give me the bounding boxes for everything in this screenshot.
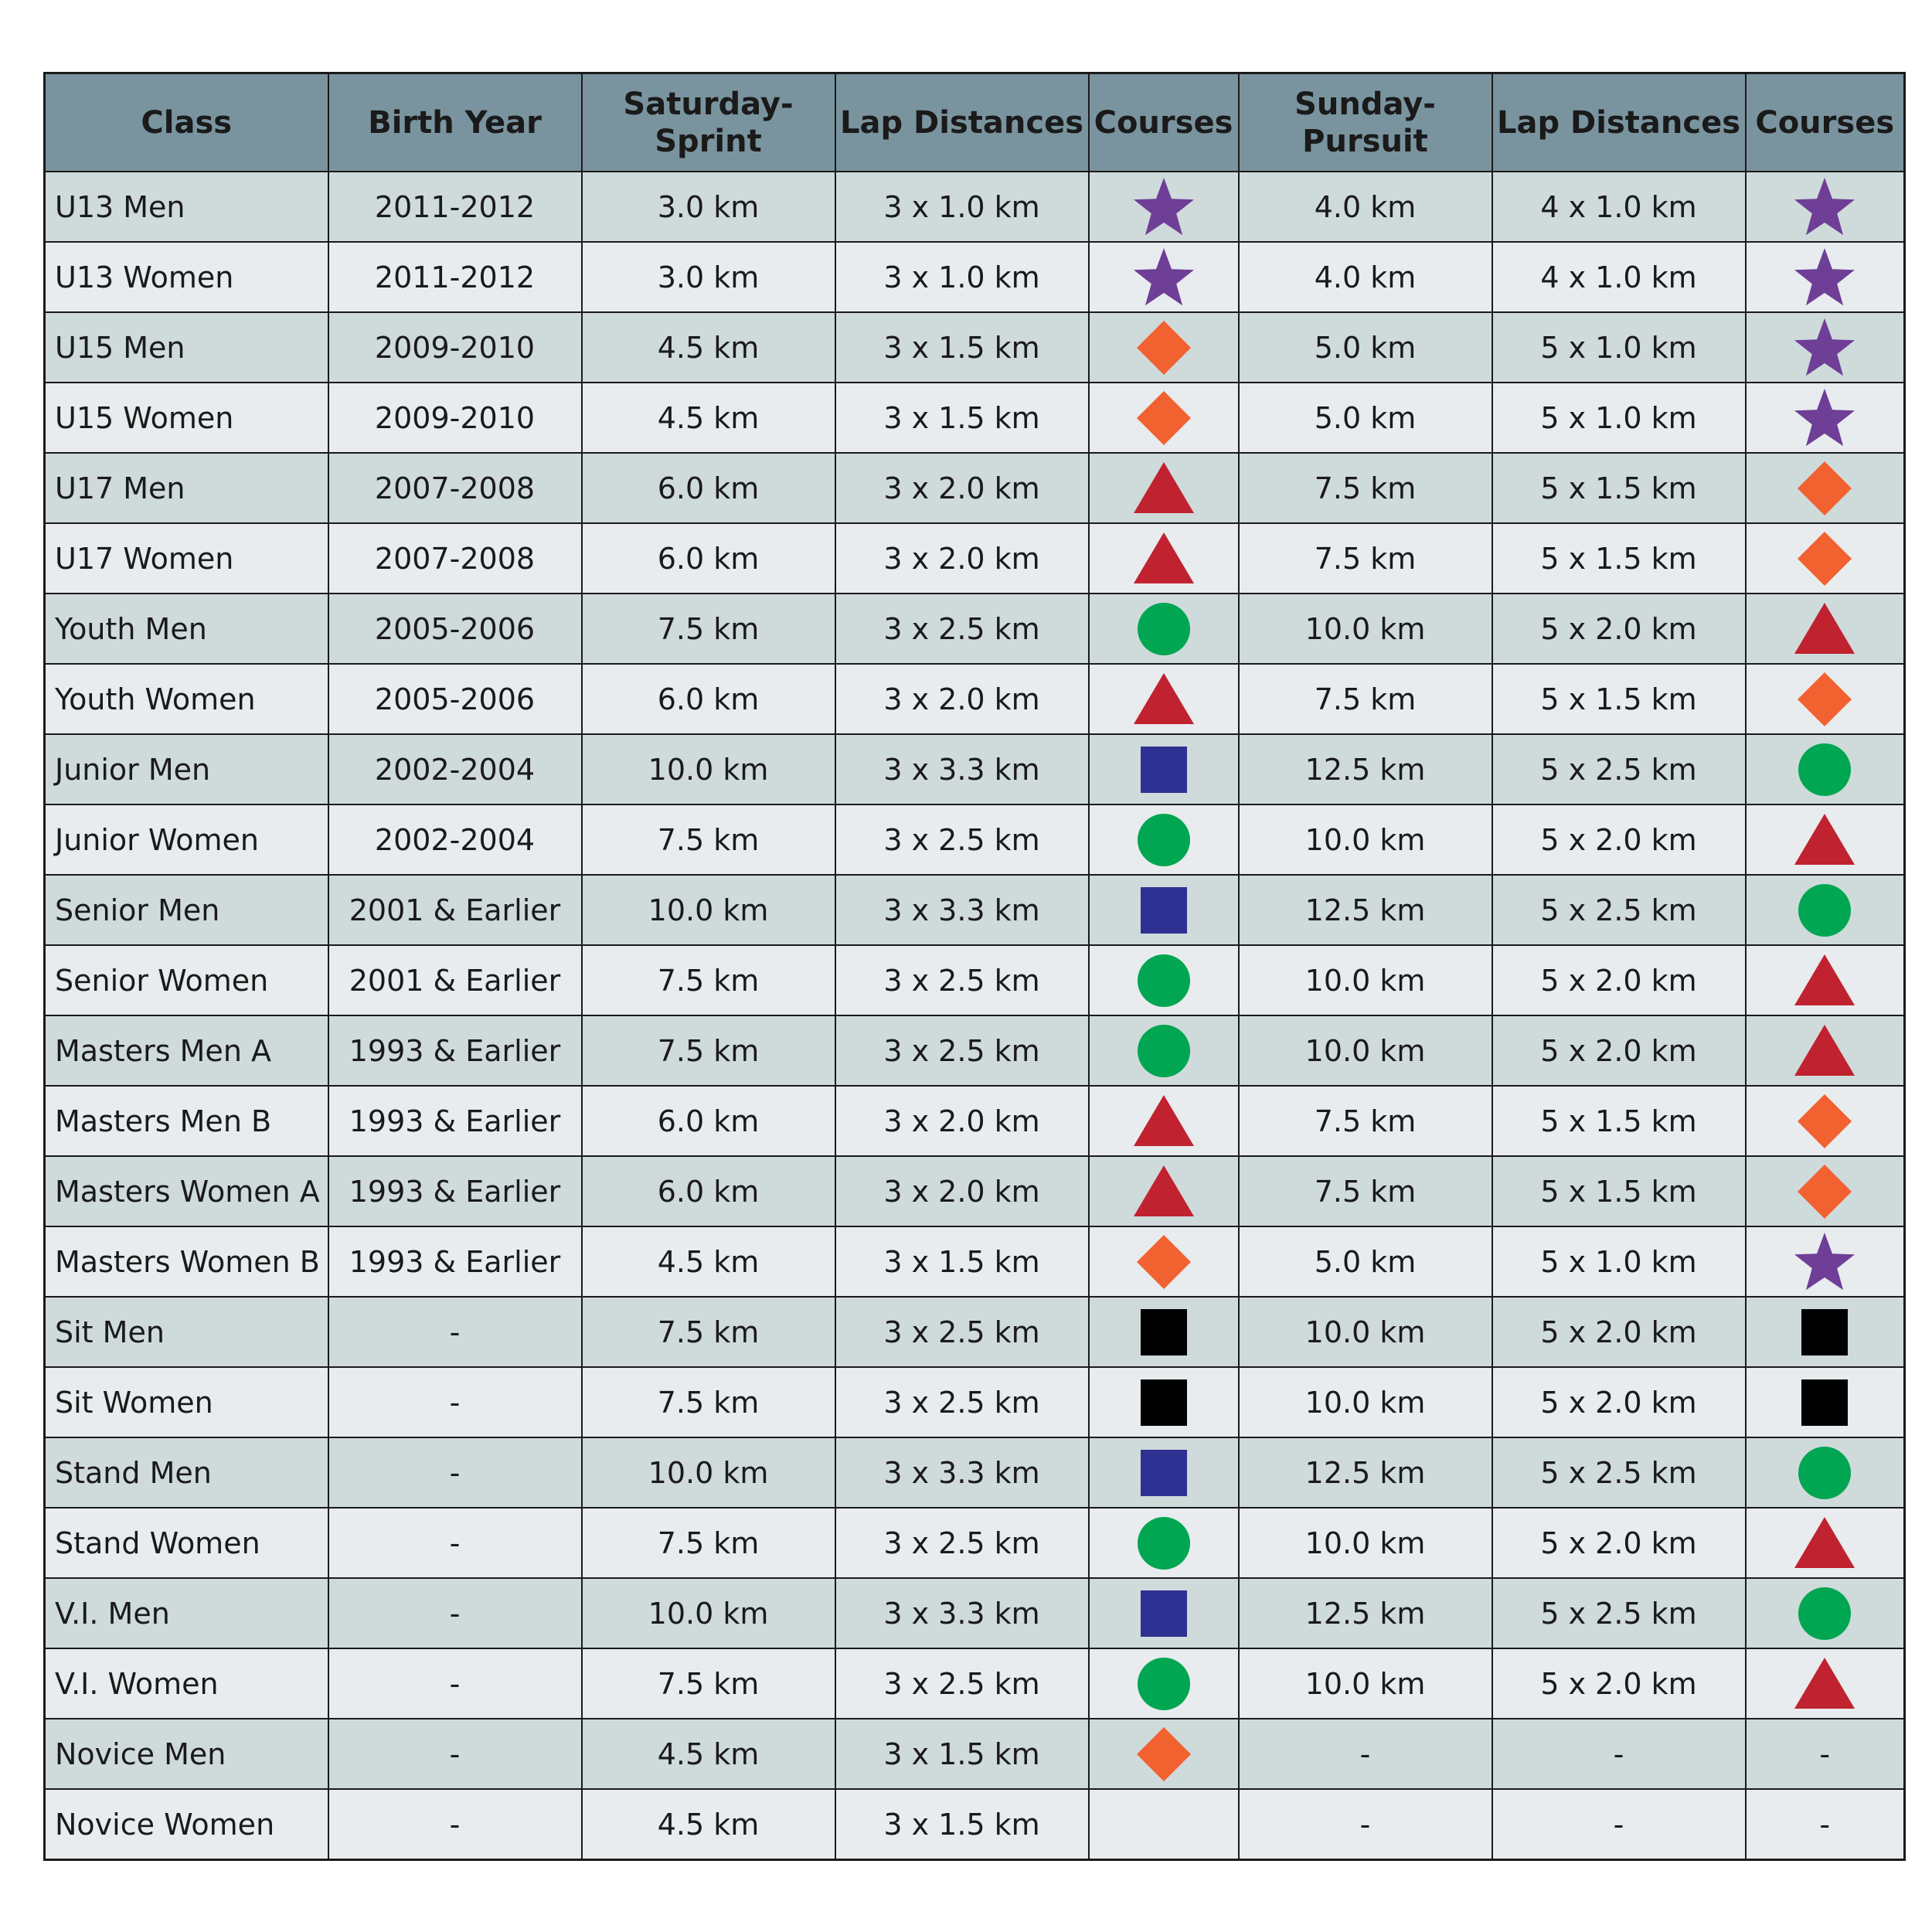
sunday-course-cell <box>1746 594 1905 664</box>
sunday-course-cell <box>1746 453 1905 523</box>
black-square-icon <box>1131 1299 1197 1366</box>
class-cell: U15 Men <box>45 312 328 383</box>
sun-dist-cell: 10.0 km <box>1239 804 1492 875</box>
sat-dist-cell: 4.5 km <box>582 383 835 453</box>
circle-icon <box>1791 877 1858 944</box>
sat-laps-cell: 3 x 2.5 km <box>835 945 1089 1015</box>
class-cell: Masters Men A <box>45 1015 328 1086</box>
triangle-icon <box>1131 526 1197 592</box>
star-icon <box>1791 1229 1858 1295</box>
table-row <box>45 1015 1905 1086</box>
birth-year-cell: 1993 & Earlier <box>328 1156 582 1226</box>
sunday-course-cell <box>1746 1648 1905 1719</box>
sun-dist-cell: 10.0 km <box>1239 1508 1492 1578</box>
sunday-course-cell <box>1746 1086 1905 1156</box>
sun-dist-cell: 5.0 km <box>1239 312 1492 383</box>
sat-dist-cell: 7.5 km <box>582 1367 835 1437</box>
class-cell: U13 Men <box>45 172 328 242</box>
triangle-icon <box>1791 807 1858 873</box>
table-row <box>45 1086 1905 1156</box>
class-cell: Novice Women <box>45 1789 328 1860</box>
sun-laps-cell: 5 x 2.0 km <box>1492 594 1746 664</box>
blue-square-icon <box>1131 1440 1197 1506</box>
table-header-row <box>45 73 1905 172</box>
birth-year-cell: 2002-2004 <box>328 734 582 804</box>
circle-icon <box>1131 1018 1197 1084</box>
sun-laps-cell: - <box>1492 1789 1746 1860</box>
sun-laps-cell: 5 x 1.5 km <box>1492 453 1746 523</box>
blue-square-icon <box>1131 1580 1197 1647</box>
saturday-course-cell <box>1089 945 1239 1015</box>
class-cell: Junior Men <box>45 734 328 804</box>
birth-year-cell: 2001 & Earlier <box>328 875 582 945</box>
birth-year-cell: 1993 & Earlier <box>328 1226 582 1297</box>
saturday-course-cell <box>1089 242 1239 312</box>
black-square-icon <box>1791 1299 1858 1366</box>
sun-laps-cell: 5 x 2.0 km <box>1492 945 1746 1015</box>
saturday-course-cell <box>1089 1156 1239 1226</box>
circle-icon <box>1791 1440 1858 1506</box>
table-row <box>45 1648 1905 1719</box>
sun-laps-cell: 4 x 1.0 km <box>1492 172 1746 242</box>
star-icon <box>1791 385 1858 451</box>
sat-laps-cell: 3 x 1.0 km <box>835 172 1089 242</box>
birth-year-cell: - <box>328 1367 582 1437</box>
circle-icon <box>1791 1580 1858 1647</box>
sat-dist-cell: 3.0 km <box>582 172 835 242</box>
triangle-icon <box>1791 1510 1858 1577</box>
triangle-icon <box>1131 455 1197 522</box>
table-row <box>45 1226 1905 1297</box>
table-row <box>45 1578 1905 1648</box>
sun-dist-cell: 7.5 km <box>1239 523 1492 594</box>
sat-dist-cell: 7.5 km <box>582 945 835 1015</box>
sun-dist-cell: - <box>1239 1789 1492 1860</box>
sat-laps-cell: 3 x 1.5 km <box>835 312 1089 383</box>
saturday-course-cell <box>1089 664 1239 734</box>
sat-dist-cell: 6.0 km <box>582 1156 835 1226</box>
blue-square-icon <box>1131 736 1197 803</box>
sun-laps-cell: 5 x 2.0 km <box>1492 1367 1746 1437</box>
sat-dist-cell: 10.0 km <box>582 1578 835 1648</box>
star-icon <box>1131 174 1197 240</box>
sun-dist-cell: 10.0 km <box>1239 1648 1492 1719</box>
saturday-course-cell <box>1089 383 1239 453</box>
sunday-course-cell <box>1746 1226 1905 1297</box>
class-cell: Youth Men <box>45 594 328 664</box>
sat-dist-cell: 7.5 km <box>582 1508 835 1578</box>
sun-laps-cell: 5 x 2.0 km <box>1492 1297 1746 1367</box>
sun-laps-cell: 5 x 1.5 km <box>1492 523 1746 594</box>
sun-dist-cell: 10.0 km <box>1239 594 1492 664</box>
sat-dist-cell: 6.0 km <box>582 664 835 734</box>
sunday-course-cell <box>1746 1437 1905 1508</box>
sunday-course-cell <box>1746 875 1905 945</box>
black-square-icon <box>1131 1369 1197 1436</box>
triangle-icon <box>1131 666 1197 733</box>
saturday-course-cell <box>1089 1437 1239 1508</box>
diamond-icon <box>1791 526 1858 592</box>
sat-laps-cell: 3 x 2.5 km <box>835 1297 1089 1367</box>
sun-laps-cell: 5 x 1.5 km <box>1492 1156 1746 1226</box>
diamond-icon <box>1131 1721 1197 1787</box>
sun-dist-cell: 7.5 km <box>1239 453 1492 523</box>
class-cell: Junior Women <box>45 804 328 875</box>
birth-year-cell: - <box>328 1648 582 1719</box>
sun-dist-cell: 12.5 km <box>1239 734 1492 804</box>
birth-year-cell: 2007-2008 <box>328 453 582 523</box>
sun-laps-cell: 5 x 2.0 km <box>1492 1648 1746 1719</box>
sat-laps-cell: 3 x 3.3 km <box>835 734 1089 804</box>
sat-laps-cell: 3 x 2.0 km <box>835 664 1089 734</box>
birth-year-cell: 2005-2006 <box>328 664 582 734</box>
class-cell: Novice Men <box>45 1719 328 1789</box>
sun-dist-cell: 5.0 km <box>1239 1226 1492 1297</box>
birth-year-cell: 2009-2010 <box>328 312 582 383</box>
class-cell: V.I. Women <box>45 1648 328 1719</box>
sun-laps-cell: 5 x 2.5 km <box>1492 875 1746 945</box>
saturday-course-cell <box>1089 312 1239 383</box>
sun-dist-cell: - <box>1239 1719 1492 1789</box>
sun-dist-cell: 12.5 km <box>1239 875 1492 945</box>
sat-dist-cell: 6.0 km <box>582 523 835 594</box>
diamond-icon <box>1791 666 1858 733</box>
birth-year-cell: 2001 & Earlier <box>328 945 582 1015</box>
class-cell: U15 Women <box>45 383 328 453</box>
saturday-course-cell <box>1089 734 1239 804</box>
sat-laps-cell: 3 x 3.3 km <box>835 875 1089 945</box>
birth-year-cell: 1993 & Earlier <box>328 1086 582 1156</box>
triangle-icon <box>1791 596 1858 662</box>
saturday-course-cell <box>1089 1719 1239 1789</box>
sat-laps-cell: 3 x 1.0 km <box>835 242 1089 312</box>
saturday-course-cell <box>1089 172 1239 242</box>
triangle-icon <box>1131 1088 1197 1155</box>
table-row <box>45 523 1905 594</box>
sat-dist-cell: 6.0 km <box>582 453 835 523</box>
star-icon <box>1791 244 1858 311</box>
sat-dist-cell: 10.0 km <box>582 734 835 804</box>
circle-icon <box>1131 947 1197 1014</box>
sun-dist-cell: 7.5 km <box>1239 1086 1492 1156</box>
sat-dist-cell: 4.5 km <box>582 1226 835 1297</box>
table-row <box>45 945 1905 1015</box>
sun-dist-cell: 4.0 km <box>1239 172 1492 242</box>
birth-year-cell: - <box>328 1437 582 1508</box>
header-sat-courses: Courses <box>1089 73 1239 172</box>
saturday-course-cell <box>1089 523 1239 594</box>
sat-dist-cell: 6.0 km <box>582 1086 835 1156</box>
sunday-course-cell <box>1746 734 1905 804</box>
class-cell: Sit Women <box>45 1367 328 1437</box>
sat-dist-cell: 3.0 km <box>582 242 835 312</box>
birth-year-cell: 2007-2008 <box>328 523 582 594</box>
header-sun-courses: Courses <box>1746 73 1905 172</box>
sat-laps-cell: 3 x 2.5 km <box>835 1015 1089 1086</box>
sunday-course-cell <box>1746 242 1905 312</box>
blue-square-icon <box>1131 877 1197 944</box>
saturday-course-cell <box>1089 1086 1239 1156</box>
sat-dist-cell: 10.0 km <box>582 875 835 945</box>
birth-year-cell: 2002-2004 <box>328 804 582 875</box>
table-row <box>45 1297 1905 1367</box>
sat-laps-cell: 3 x 1.5 km <box>835 1789 1089 1860</box>
sun-dist-cell: 5.0 km <box>1239 383 1492 453</box>
sunday-course-cell <box>1746 1508 1905 1578</box>
star-icon <box>1131 244 1197 311</box>
sun-laps-cell: - <box>1492 1719 1746 1789</box>
class-cell: Sit Men <box>45 1297 328 1367</box>
sat-laps-cell: 3 x 2.5 km <box>835 1648 1089 1719</box>
sat-dist-cell: 7.5 km <box>582 594 835 664</box>
sun-laps-cell: 5 x 1.5 km <box>1492 1086 1746 1156</box>
table-row <box>45 1719 1905 1789</box>
sun-dist-cell: 4.0 km <box>1239 242 1492 312</box>
table-row <box>45 1367 1905 1437</box>
sun-laps-cell: 4 x 1.0 km <box>1492 242 1746 312</box>
triangle-icon <box>1131 1158 1197 1225</box>
class-cell: Stand Men <box>45 1437 328 1508</box>
saturday-course-cell <box>1089 1789 1239 1860</box>
sat-laps-cell: 3 x 1.5 km <box>835 1226 1089 1297</box>
class-cell: U13 Women <box>45 242 328 312</box>
saturday-course-cell <box>1089 875 1239 945</box>
sun-dist-cell: 12.5 km <box>1239 1578 1492 1648</box>
sun-dist-cell: 7.5 km <box>1239 664 1492 734</box>
birth-year-cell: 2011-2012 <box>328 172 582 242</box>
table-row <box>45 875 1905 945</box>
circle-icon <box>1131 1510 1197 1577</box>
sunday-course-cell <box>1746 312 1905 383</box>
header-sunday-pursuit: Sunday- Pursuit <box>1239 73 1492 172</box>
class-cell: U17 Men <box>45 453 328 523</box>
sat-laps-cell: 3 x 2.0 km <box>835 1086 1089 1156</box>
sat-dist-cell: 7.5 km <box>582 1297 835 1367</box>
sunday-course-cell <box>1746 1367 1905 1437</box>
sunday-course-cell: - <box>1746 1719 1905 1789</box>
sun-dist-cell: 10.0 km <box>1239 1015 1492 1086</box>
sun-laps-cell: 5 x 1.0 km <box>1492 312 1746 383</box>
sunday-course-cell <box>1746 1297 1905 1367</box>
star-icon <box>1791 315 1858 381</box>
sun-dist-cell: 12.5 km <box>1239 1437 1492 1508</box>
sun-laps-cell: 5 x 1.5 km <box>1492 664 1746 734</box>
saturday-course-cell <box>1089 594 1239 664</box>
table-body <box>45 172 1905 1860</box>
sat-laps-cell: 3 x 2.5 km <box>835 594 1089 664</box>
birth-year-cell: 2005-2006 <box>328 594 582 664</box>
sat-laps-cell: 3 x 2.5 km <box>835 804 1089 875</box>
header-sat-lap-distances: Lap Distances <box>835 73 1089 172</box>
circle-icon <box>1791 736 1858 803</box>
sat-laps-cell: 3 x 2.0 km <box>835 453 1089 523</box>
sat-dist-cell: 7.5 km <box>582 804 835 875</box>
sun-dist-cell: 10.0 km <box>1239 945 1492 1015</box>
class-cell: Senior Men <box>45 875 328 945</box>
table-row <box>45 804 1905 875</box>
class-cell: Senior Women <box>45 945 328 1015</box>
table-row <box>45 1508 1905 1578</box>
saturday-course-cell <box>1089 453 1239 523</box>
table-row <box>45 172 1905 242</box>
saturday-course-cell <box>1089 1578 1239 1648</box>
class-cell: V.I. Men <box>45 1578 328 1648</box>
sun-laps-cell: 5 x 2.0 km <box>1492 804 1746 875</box>
class-cell: Masters Men B <box>45 1086 328 1156</box>
diamond-icon <box>1791 455 1858 522</box>
header-saturday-sprint: Saturday- Sprint <box>582 73 835 172</box>
sunday-course-cell: - <box>1746 1789 1905 1860</box>
sun-laps-cell: 5 x 2.0 km <box>1492 1508 1746 1578</box>
sat-laps-cell: 3 x 2.0 km <box>835 523 1089 594</box>
sun-dist-cell: 7.5 km <box>1239 1156 1492 1226</box>
sunday-course-cell <box>1746 172 1905 242</box>
sat-laps-cell: 3 x 2.0 km <box>835 1156 1089 1226</box>
sat-dist-cell: 7.5 km <box>582 1648 835 1719</box>
diamond-icon <box>1791 1158 1858 1225</box>
race-distance-table <box>43 72 1906 1861</box>
class-cell: U17 Women <box>45 523 328 594</box>
class-cell: Youth Women <box>45 664 328 734</box>
table-row <box>45 1437 1905 1508</box>
saturday-course-cell <box>1089 1508 1239 1578</box>
sunday-course-cell <box>1746 804 1905 875</box>
table-row <box>45 664 1905 734</box>
birth-year-cell: - <box>328 1719 582 1789</box>
saturday-course-cell <box>1089 1226 1239 1297</box>
sat-laps-cell: 3 x 1.5 km <box>835 383 1089 453</box>
sunday-course-cell <box>1746 1156 1905 1226</box>
sat-laps-cell: 3 x 2.5 km <box>835 1508 1089 1578</box>
birth-year-cell: 2011-2012 <box>328 242 582 312</box>
sat-dist-cell: 4.5 km <box>582 312 835 383</box>
diamond-icon <box>1131 315 1197 381</box>
table-row <box>45 1789 1905 1860</box>
sunday-course-cell <box>1746 1578 1905 1648</box>
birth-year-cell: - <box>328 1789 582 1860</box>
sun-laps-cell: 5 x 2.0 km <box>1492 1015 1746 1086</box>
triangle-icon <box>1791 1018 1858 1084</box>
diamond-icon <box>1131 385 1197 451</box>
circle-icon <box>1131 807 1197 873</box>
sun-dist-cell: 10.0 km <box>1239 1367 1492 1437</box>
table-row <box>45 734 1905 804</box>
sunday-course-cell <box>1746 664 1905 734</box>
saturday-course-cell <box>1089 1367 1239 1437</box>
sun-laps-cell: 5 x 1.0 km <box>1492 1226 1746 1297</box>
sunday-course-cell <box>1746 945 1905 1015</box>
sat-dist-cell: 7.5 km <box>582 1015 835 1086</box>
circle-icon <box>1131 596 1197 662</box>
class-cell: Stand Women <box>45 1508 328 1578</box>
black-square-icon <box>1791 1369 1858 1436</box>
table-row <box>45 594 1905 664</box>
sunday-course-cell <box>1746 383 1905 453</box>
header-sun-lap-distances: Lap Distances <box>1492 73 1746 172</box>
sunday-course-cell <box>1746 523 1905 594</box>
sat-laps-cell: 3 x 1.5 km <box>835 1719 1089 1789</box>
saturday-course-cell <box>1089 1297 1239 1367</box>
birth-year-cell: - <box>328 1578 582 1648</box>
triangle-icon <box>1791 1651 1858 1717</box>
sun-laps-cell: 5 x 1.0 km <box>1492 383 1746 453</box>
sat-dist-cell: 4.5 km <box>582 1789 835 1860</box>
birth-year-cell: 1993 & Earlier <box>328 1015 582 1086</box>
sun-dist-cell: 10.0 km <box>1239 1297 1492 1367</box>
diamond-icon <box>1131 1229 1197 1295</box>
birth-year-cell: - <box>328 1508 582 1578</box>
triangle-icon <box>1791 947 1858 1014</box>
table-row <box>45 1156 1905 1226</box>
class-cell: Masters Women B <box>45 1226 328 1297</box>
star-icon <box>1791 174 1858 240</box>
header-birth-year: Birth Year <box>328 73 582 172</box>
sat-dist-cell: 4.5 km <box>582 1719 835 1789</box>
birth-year-cell: - <box>328 1297 582 1367</box>
table-row <box>45 312 1905 383</box>
birth-year-cell: 2009-2010 <box>328 383 582 453</box>
table-row <box>45 453 1905 523</box>
sat-laps-cell: 3 x 3.3 km <box>835 1437 1089 1508</box>
saturday-course-cell <box>1089 1015 1239 1086</box>
saturday-course-cell <box>1089 804 1239 875</box>
header-class: Class <box>45 73 328 172</box>
circle-icon <box>1131 1651 1197 1717</box>
class-cell: Masters Women A <box>45 1156 328 1226</box>
sunday-course-cell <box>1746 1015 1905 1086</box>
table-row <box>45 242 1905 312</box>
sun-laps-cell: 5 x 2.5 km <box>1492 734 1746 804</box>
table-row <box>45 383 1905 453</box>
sun-laps-cell: 5 x 2.5 km <box>1492 1578 1746 1648</box>
saturday-course-cell <box>1089 1648 1239 1719</box>
sat-dist-cell: 10.0 km <box>582 1437 835 1508</box>
sat-laps-cell: 3 x 2.5 km <box>835 1367 1089 1437</box>
sat-laps-cell: 3 x 3.3 km <box>835 1578 1089 1648</box>
diamond-icon <box>1791 1088 1858 1155</box>
sun-laps-cell: 5 x 2.5 km <box>1492 1437 1746 1508</box>
